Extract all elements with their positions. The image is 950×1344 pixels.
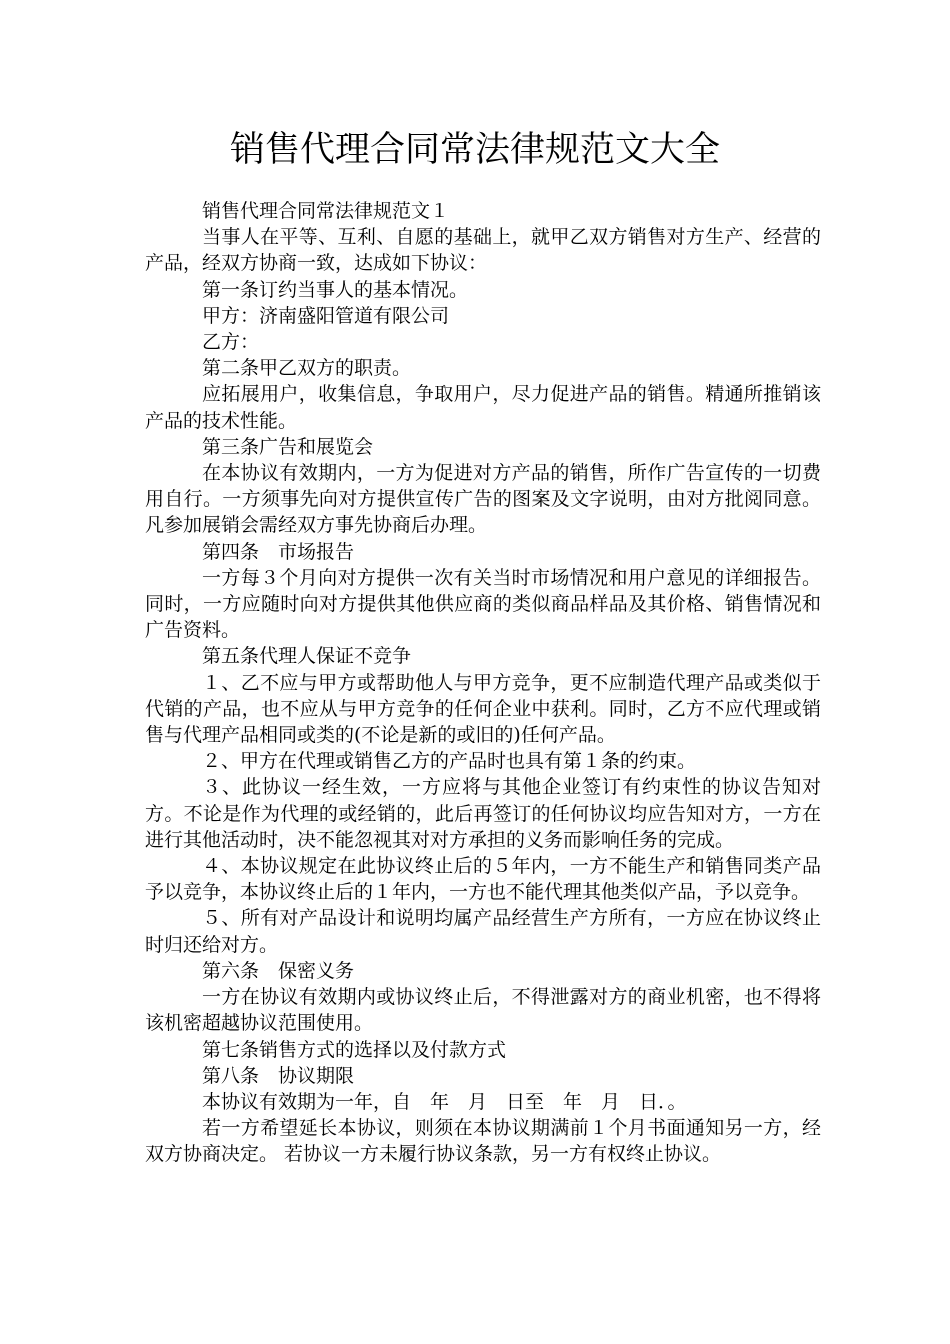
- paragraph-heading: 销售代理合同常法律规范文１: [202, 200, 450, 222]
- article-heading: 第八条 协议期限: [202, 1064, 355, 1087]
- paragraph: 本协议有效期为一年，自 年 月 日至 年 月 日．。: [202, 1090, 687, 1113]
- party-b-line: 乙方：: [202, 331, 260, 354]
- clause-item: ４、本协议规定在此协议终止后的５年内，一方不能生产和销售同类产品予以竞争，本协议终止后的１年内，一方也不能代理其他类似产品，予以竞争。: [145, 855, 821, 904]
- document-body: [145, 198, 821, 1168]
- clause-item: ２、甲方在代理或销售乙方的产品时也具有第１条的约束。: [202, 750, 697, 773]
- clause-item: ５、所有对产品设计和说明均属产品经营生产方所有，一方应在协议终止时归还给对方。: [145, 907, 821, 956]
- article-heading: 第七条销售方式的选择以及付款方式: [202, 1038, 507, 1061]
- paragraph: 一方在协议有效期内或协议终止后，不得泄露对方的商业机密，也不得将该机密超越协议范围使用。: [145, 986, 821, 1035]
- party-a-line: 甲方：济南盛阳管道有限公司: [202, 304, 450, 327]
- paragraph: 若一方希望延长本协议，则须在本协议期满前１个月书面通知另一方，经双方协商决定。 若协议一方未履行协议条款，另一方有权终止协议。: [145, 1117, 821, 1166]
- clause-item: ３、此协议一经生效，一方应将与其他企业签订有约束性的协议告知对方。不论是作为代理的或经销的，此后再签订的任何协议均应告知对方，一方在进行其他活动时，决不能忽视其对对方承担的义务而影响任务的完成。: [145, 776, 821, 851]
- article-heading: 第一条订约当事人的基本情况。: [202, 278, 469, 301]
- paragraph: 当事人在平等、互利、自愿的基础上，就甲乙双方销售对方生产、经营的产品，经双方协商一致，达成如下协议：: [145, 226, 821, 275]
- paragraph: 一方每３个月向对方提供一次有关当时市场情况和用户意见的详细报告。同时，一方应随时向对方提供其他供应商的类似商品样品及其价格、销售情况和广告资料。: [145, 566, 821, 642]
- article-heading: 第四条 市场报告: [202, 540, 355, 563]
- article-heading: 第三条广告和展览会: [202, 435, 374, 458]
- article-heading: 第六条 保密义务: [202, 959, 355, 982]
- article-heading: 第二条甲乙双方的职责。: [202, 357, 412, 380]
- paragraph: 在本协议有效期内，一方为促进对方产品的销售，所作广告宣传的一切费用自行。一方须事先向对方提供宣传广告的图案及文字说明，由对方批阅同意。凡参加展销会需经双方事先协商后办理。: [145, 462, 821, 537]
- article-heading: 第五条代理人保证不竞争: [202, 645, 412, 668]
- clause-item: １、乙不应与甲方或帮助他人与甲方竞争，更不应制造代理产品或类似于代销的产品，也不应从与甲方竞争的任何企业中获利。同时，乙方不应代理或销售与代理产品相同或类的(不论是新的或旧的)任何产品。: [145, 671, 821, 747]
- paragraph: 应拓展用户，收集信息，争取用户，尽力促进产品的销售。精通所推销该产品的技术性能。: [145, 383, 821, 432]
- document-title: 销售代理合同常法律规范文大全: [229, 130, 720, 170]
